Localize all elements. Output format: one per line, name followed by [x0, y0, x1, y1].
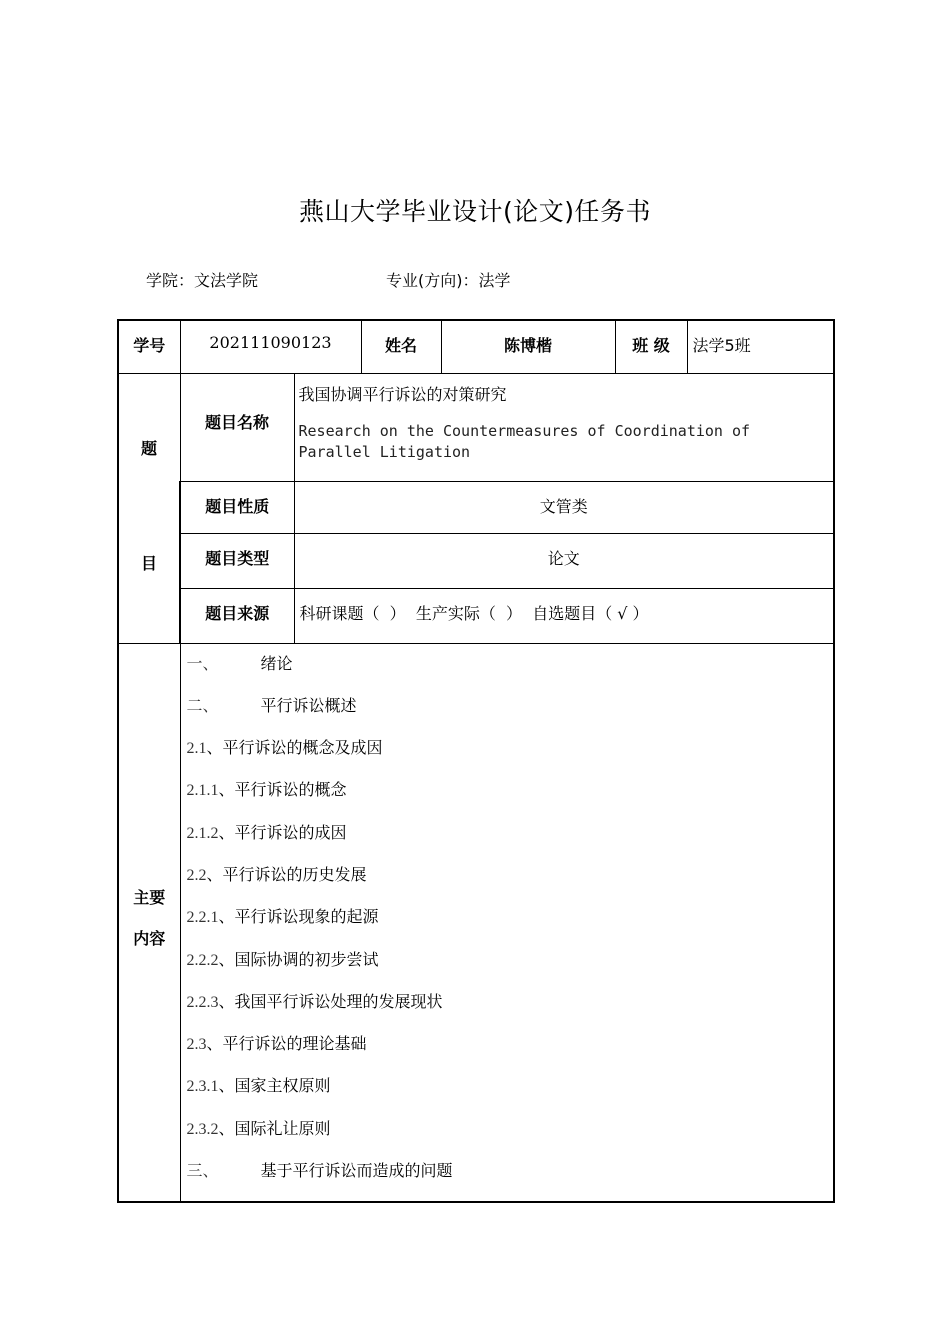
outline-item-text: 、平行诉讼的历史发展: [206, 864, 367, 884]
class-label: 班 级: [615, 320, 687, 373]
outline-item-number: 三、: [186, 1163, 219, 1181]
outline-item-number: 2.3.2: [186, 1120, 219, 1138]
main-content-label: [118, 643, 180, 1202]
outline-item: [187, 778, 834, 820]
outline-item: [187, 1159, 834, 1201]
outline-item: [187, 905, 834, 947]
outline-item-text: 、平行诉讼的概念及成因: [206, 738, 383, 758]
outline-item-number: 2.1.2: [186, 824, 219, 842]
outline-item-number: 2.2: [186, 866, 207, 884]
outline-item: [187, 948, 834, 990]
student-id-label: 学号: [118, 320, 180, 373]
outline-item: [187, 1074, 834, 1116]
outline-item-number: 2.2.1: [186, 909, 219, 927]
task-form-table: [117, 319, 835, 1203]
outline-item-number: 2.1.1: [186, 782, 219, 800]
outline-item-text: 绪论: [260, 653, 293, 673]
outline-item-number: 2.3.1: [186, 1078, 219, 1096]
outline-item-text: 、我国平行诉讼处理的发展现状: [218, 991, 443, 1011]
outline-item-number: 2.2.2: [186, 951, 219, 969]
outline-item-text: 基于平行诉讼而造成的问题: [260, 1161, 453, 1181]
outline-item: [187, 1117, 834, 1159]
topic-nature-label: 题目性质: [180, 481, 294, 533]
college-field: 学院：文法学院: [146, 271, 259, 290]
topic-type-label: 题目类型: [180, 533, 294, 588]
outline-item-text: 、国际协调的初步尝试: [218, 949, 379, 969]
topic-name-label: 题目名称: [180, 373, 294, 481]
name-value: 陈博楷: [441, 320, 615, 373]
outline-item: [187, 1032, 834, 1074]
main-content-row: [118, 643, 834, 1202]
outline-item: [187, 736, 834, 778]
outline-item-text: 、平行诉讼的概念: [218, 780, 347, 800]
outline-item: [187, 694, 834, 736]
topic-nature-value: 文管类: [294, 481, 834, 533]
outline-item-number: 2.2.3: [186, 993, 219, 1011]
name-label: 姓名: [361, 320, 441, 373]
topic-label-top: 题: [140, 438, 157, 458]
outline-item-text: 、平行诉讼的成因: [218, 822, 347, 842]
outline-item-text: 、平行诉讼的理论基础: [206, 1034, 367, 1054]
topic-name-cn: 我国协调平行诉讼的对策研究: [298, 384, 507, 404]
topic-name-cell: [294, 373, 834, 481]
topic-type-row: [118, 533, 834, 588]
topic-source-row: [118, 588, 834, 643]
topic-label-bottom: 目: [140, 553, 157, 573]
student-info-row: [118, 320, 834, 373]
student-id-value: 202111090123: [180, 320, 361, 373]
outline-item-number: 二、: [186, 697, 219, 715]
main-content-outline: [180, 643, 834, 1202]
topic-name-en: Research on the Countermeasures of Coordination of Parallel Litigation: [298, 421, 751, 461]
topic-nature-row: [118, 481, 834, 533]
topic-name-row: [118, 373, 834, 481]
outline-item-text: 、国家主权原则: [218, 1076, 331, 1096]
outline-item-text: 、平行诉讼现象的起源: [218, 907, 379, 927]
topic-source-value: 科研课题（ ） 生产实际（ ） 自选题目（ √ ）: [294, 588, 834, 643]
document-title: 燕山大学毕业设计(论文)任务书: [298, 197, 651, 226]
outline-item-text: 平行诉讼概述: [260, 695, 357, 715]
topic-section-label: [118, 373, 180, 643]
major-field: 专业(方向)：法学: [386, 271, 511, 290]
outline-list: [187, 652, 834, 1202]
outline-item-number: 一、: [186, 655, 219, 673]
outline-item-number: 2.1: [186, 740, 207, 758]
outline-item-number: 2.3: [186, 1036, 207, 1054]
main-content-label-1: 主要: [133, 887, 166, 907]
main-content-label-2: 内容: [133, 928, 166, 948]
outline-item: [187, 652, 834, 694]
outline-item: [187, 821, 834, 863]
class-value: 法学5班: [687, 320, 834, 373]
outline-item: [187, 990, 834, 1032]
outline-item: [187, 863, 834, 905]
topic-source-label: 题目来源: [180, 588, 294, 643]
topic-type-value: 论文: [294, 533, 834, 588]
outline-item-text: 、国际礼让原则: [218, 1118, 331, 1138]
